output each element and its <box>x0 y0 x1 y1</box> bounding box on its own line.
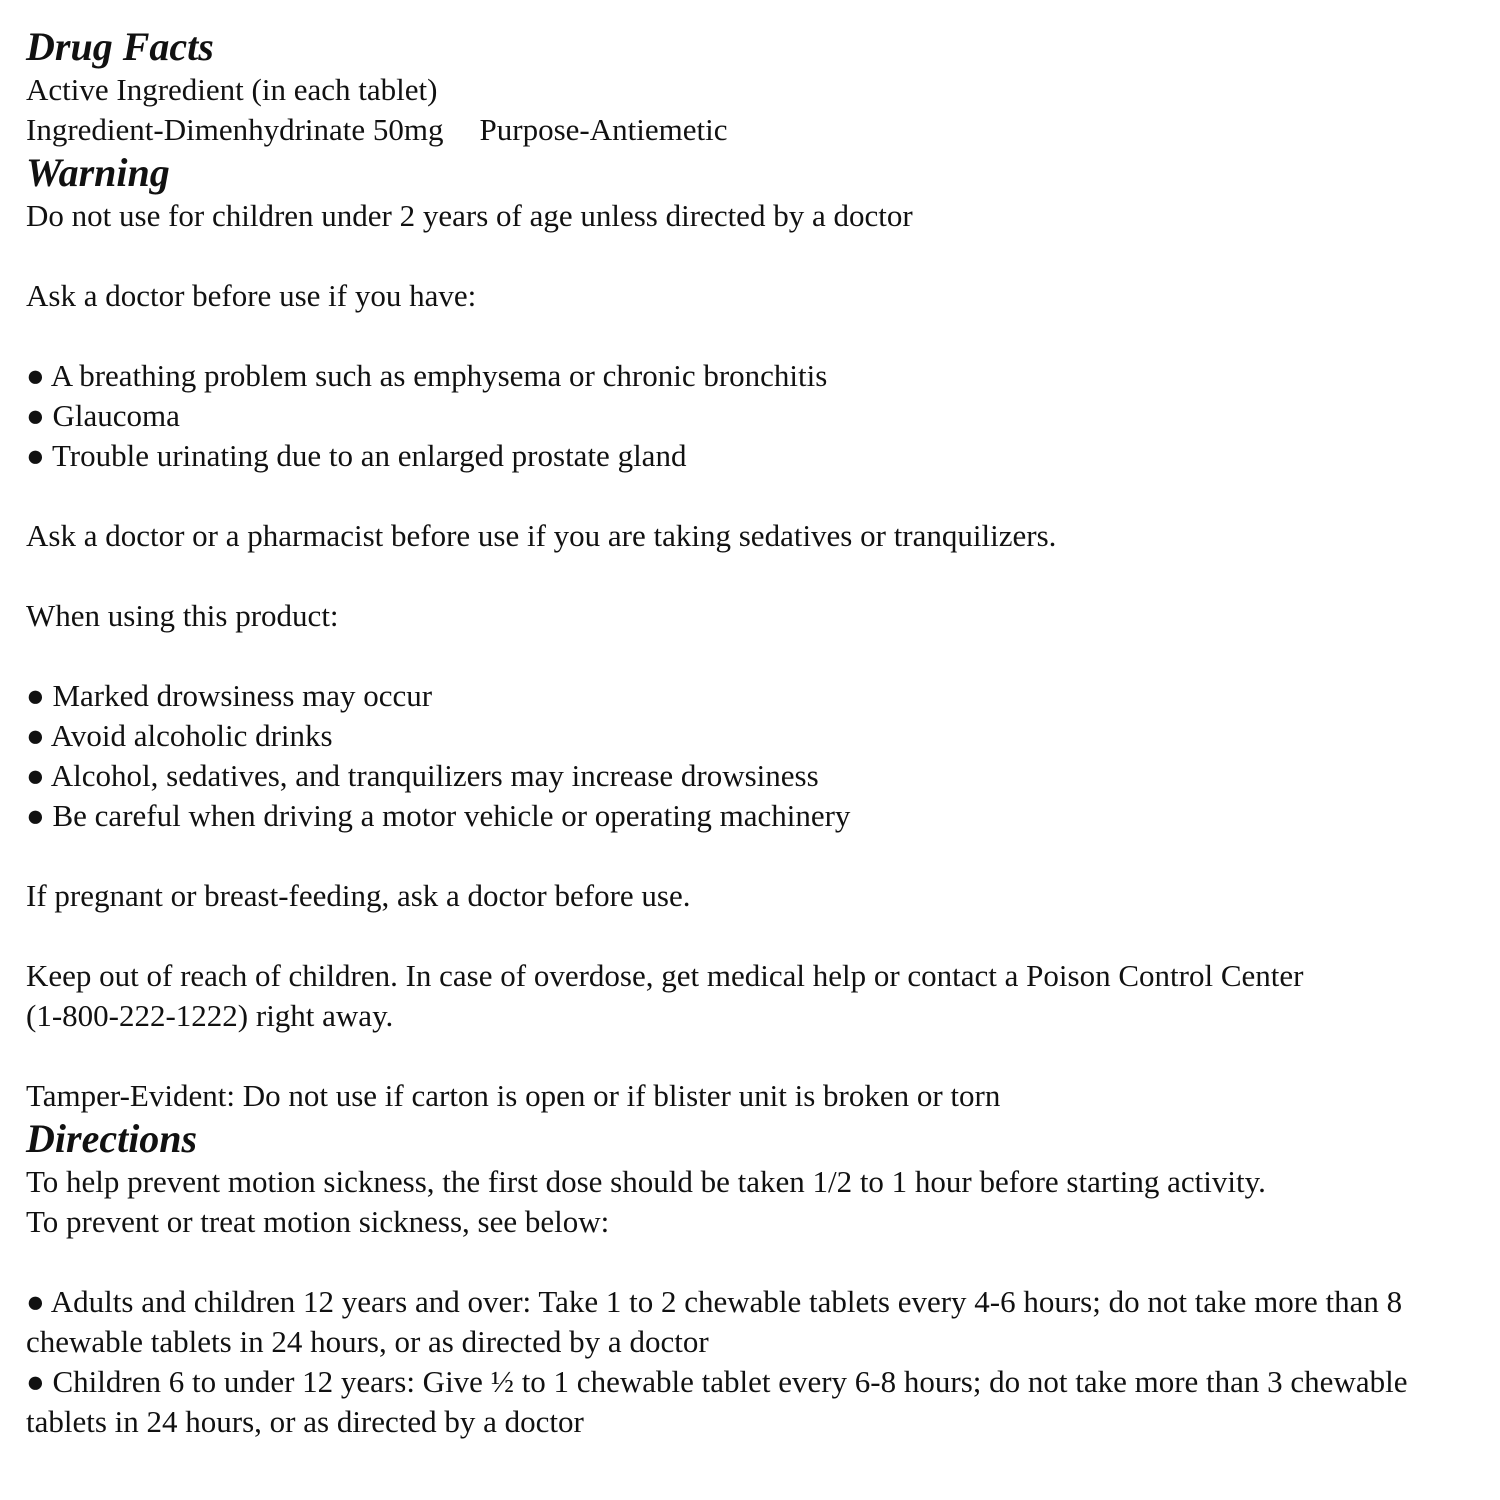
purpose-text: Purpose-Antiemetic <box>479 112 728 147</box>
list-item: ● Marked drowsiness may occur <box>26 678 433 713</box>
when-using-intro: When using this product: <box>26 598 339 633</box>
list-item: ● Alcohol, sedatives, and tranquilizers may increase drowsiness <box>26 758 819 793</box>
bullet-icon: ● <box>26 1364 45 1399</box>
bullet-icon: ● <box>26 358 45 393</box>
active-ingredient-label: Active Ingredient (in each tablet) <box>26 72 438 107</box>
bullet-icon: ● <box>26 678 45 713</box>
tamper-evident-note: Tamper-Evident: Do not use if carton is open or if blister unit is broken or torn <box>26 1078 1001 1113</box>
ask-doctor-intro: Ask a doctor before use if you have: <box>26 278 477 313</box>
drug-facts-heading: Drug Facts <box>26 24 214 69</box>
directions-line-1: To help prevent motion sickness, the first dose should be taken 1/2 to 1 hour before starting activity. <box>26 1164 1266 1199</box>
list-item: ● Be careful when driving a motor vehicle or operating machinery <box>26 798 851 833</box>
ingredient-purpose-row <box>26 110 1486 150</box>
directions-heading: Directions <box>26 1116 198 1161</box>
ingredient-text: Ingredient-Dimenhydrinate 50mg <box>26 112 444 147</box>
bullet-icon: ● <box>26 438 45 473</box>
list-item: ● Trouble urinating due to an enlarged prostate gland <box>26 438 687 473</box>
bullet-icon: ● <box>26 758 45 793</box>
keep-out-line-2: (1-800-222-1222) right away. <box>26 998 394 1033</box>
list-item: ● Avoid alcoholic drinks <box>26 718 333 753</box>
list-item: ● Glaucoma <box>26 398 180 433</box>
drug-facts-label <box>26 26 1486 1442</box>
bullet-icon: ● <box>26 398 45 433</box>
bullet-icon: ● <box>26 1284 45 1319</box>
pharmacist-note: Ask a doctor or a pharmacist before use if you are taking sedatives or tranquilizers. <box>26 518 1057 553</box>
list-item-continuation: tablets in 24 hours, or as directed by a doctor <box>26 1404 584 1439</box>
bullet-icon: ● <box>26 718 45 753</box>
warning-heading: Warning <box>26 150 170 195</box>
bullet-icon: ● <box>26 798 45 833</box>
children-warning: Do not use for children under 2 years of age unless directed by a doctor <box>26 198 913 233</box>
list-item: ● A breathing problem such as emphysema or chronic bronchitis <box>26 358 828 393</box>
directions-line-2: To prevent or treat motion sickness, see below: <box>26 1204 610 1239</box>
keep-out-line-1: Keep out of reach of children. In case of overdose, get medical help or contact a Poison Control Center <box>26 958 1304 993</box>
list-item-continuation: chewable tablets in 24 hours, or as directed by a doctor <box>26 1324 709 1359</box>
list-item: ● Adults and children 12 years and over: Take 1 to 2 chewable tablets every 4-6 hours; do not take more than 8 <box>26 1284 1403 1319</box>
list-item: ● Children 6 to under 12 years: Give ½ to 1 chewable tablet every 6-8 hours; do not take more than 3 chewable <box>26 1364 1408 1399</box>
pregnancy-note: If pregnant or breast-feeding, ask a doctor before use. <box>26 878 691 913</box>
